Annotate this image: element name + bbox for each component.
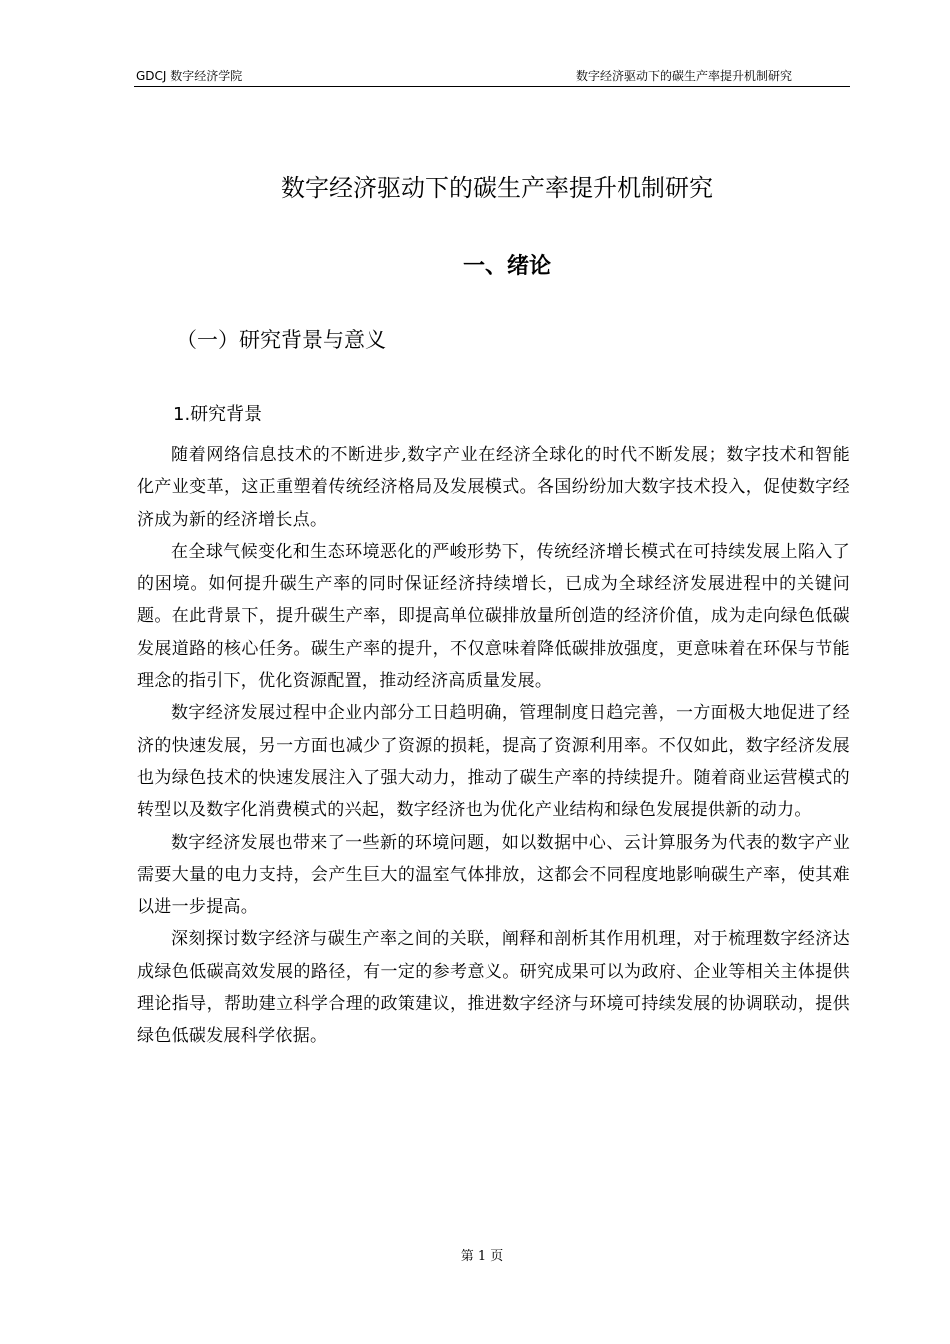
paragraph: 随着网络信息技术的不断进步,数字产业在经济全球化的时代不断发展；数字技术和智能化产业变革，这正重塑着传统经济格局及发展模式。各国纷纷加大数字技术投入，促使数字经济成为新的经济增长点。 [137, 445, 850, 530]
paragraph: 在全球气候变化和生态环境恶化的严峻形势下，传统经济增长模式在可持续发展上陷入了的困境。如何提升碳生产率的同时保证经济持续增长，已成为全球经济发展进程中的关键问题。在此背景下，提升碳生产率，即提高单位碳排放量所创造的经济价值，成为走向绿色低碳发展道路的核心任务。碳生产率的提升，不仅意味着降低碳排放强度，更意味着在环保与节能理念的指引下，优化资源配置，推动经济高质量发展。 [137, 541, 850, 692]
subsection-heading: 1.研究背景 [173, 404, 263, 425]
header-running-title: 数字经济驱动下的碳生产率提升机制研究 [575, 69, 792, 83]
paragraph: 数字经济发展也带来了一些新的环境问题，如以数据中心、云计算服务为代表的数字产业需要大量的电力支持，会产生巨大的温室气体排放，这都会不同程度地影响碳生产率，使其难以进一步提高。 [137, 832, 850, 918]
chapter-heading: 一、绪论 [462, 254, 551, 279]
section-heading: （一）研究背景与意义 [176, 328, 386, 352]
page-header [134, 68, 850, 87]
paragraph: 数字经济发展过程中企业内部分工日趋明确，管理制度日趋完善，一方面极大地促进了经济的快速发展，另一方面也减少了资源的损耗，提高了资源利用率。不仅如此，数字经济发展也为绿色技术的快速发展注入了强大动力，推动了碳生产率的持续提升。随着商业运营模式的转型以及数字化消费模式的兴起，数字经济也为优化产业结构和绿色发展提供新的动力。 [137, 703, 850, 821]
body-text [137, 439, 850, 1053]
header-institution: GDCJ 数字经济学院 [136, 69, 243, 83]
page-number: 第 1 页 [460, 1249, 504, 1264]
paragraph: 深刻探讨数字经济与碳生产率之间的关联，阐释和剖析其作用机理，对于梳理数字经济达成绿色低碳高效发展的路径，有一定的参考意义。研究成果可以为政府、企业等相关主体提供理论指导，帮助建立科学合理的政策建议，推进数字经济与环境可持续发展的协调联动，提供绿色低碳发展科学依据。 [137, 929, 850, 1047]
document-title: 数字经济驱动下的碳生产率提升机制研究 [281, 174, 713, 202]
